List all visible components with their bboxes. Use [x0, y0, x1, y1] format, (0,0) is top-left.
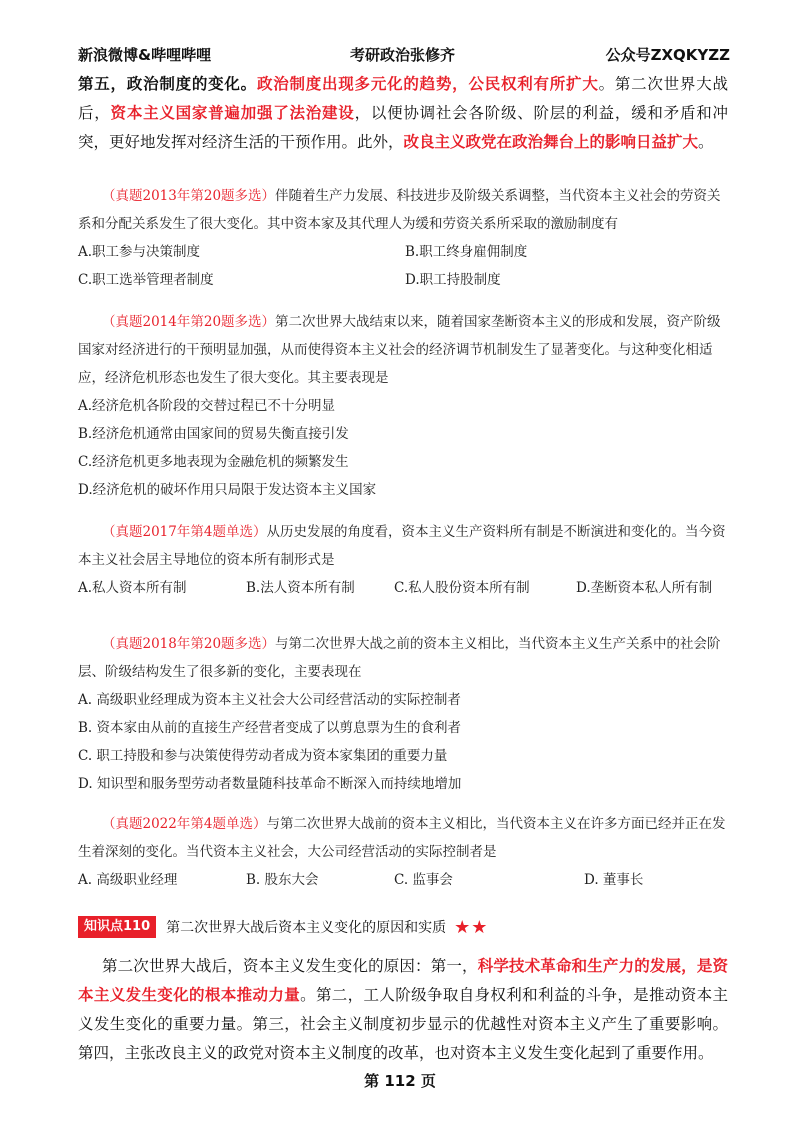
- header-wechat-account: 公众号ZXQKYZZ: [605, 46, 730, 64]
- question-options: [78, 266, 732, 294]
- option-d: D. 知识型和服务型劳动者数量随科技革命不断深入而持续地增加: [78, 776, 462, 792]
- intro-highlight-3: 改良主义政党在政治舞台上的影响日益扩大: [403, 133, 699, 151]
- option-c: C.私人股份资本所有制: [394, 580, 530, 596]
- causes-text-1: 第二次世界大战后，资本主义发生变化的原因：第一，: [102, 957, 478, 975]
- question-2022-4: [78, 810, 732, 894]
- intro-heading: 第五，政治制度的变化。: [78, 75, 257, 93]
- knowledge-point-heading: [78, 915, 488, 939]
- option-a: A. 高级职业经理成为资本主义社会大公司经营活动的实际控制者: [78, 692, 461, 708]
- option-d: D.职工持股制度: [405, 272, 501, 288]
- intro-paragraph: [78, 70, 728, 157]
- question-options: [78, 866, 732, 894]
- option-c: C.职工选举管理者制度: [78, 272, 214, 288]
- question-2014-20: [78, 308, 732, 504]
- question-2018-20: [78, 630, 732, 798]
- question-tag: （真题2018年第20题多选）: [102, 636, 276, 652]
- question-2017-4: [78, 518, 732, 602]
- question-stem: （真题2013年第20题多选）伴随着生产力发展、科技进步及阶级关系调整，当代资本主义社会的劳资关系和分配关系发生了很大变化。其中资本家及其代理人为缓和劳资关系所采取的激励制度有: [78, 188, 721, 232]
- question-tag: （真题2013年第20题多选）: [102, 188, 276, 204]
- knowledge-point-title: 第二次世界大战后资本主义变化的原因和实质: [166, 920, 447, 936]
- header-title: 考研政治张修齐: [350, 46, 456, 64]
- option-c: C. 职工持股和参与决策使得劳动者成为资本家集团的重要力量: [78, 748, 448, 764]
- option-c: C. 监事会: [394, 872, 453, 888]
- causes-highlight: 科学技术革命和生产力的发展，是资本主义发生变化的根本推动力量: [78, 957, 728, 1004]
- knowledge-point-badge: 知识点110: [78, 916, 156, 938]
- question-2013-20: [78, 182, 732, 294]
- intro-text-1: 。第二次世界大战后，: [78, 75, 728, 122]
- question-tag: （真题2017年第4题单选）: [102, 524, 267, 540]
- causes-text-2: 。第二，工人阶级争取自身权利和利益的斗争，是推动资本主义发生变化的重要力量。第三，社会主义制度初步显示的优越性对资本主义产生了重要影响。第四，主张改良主义的政党对资本主义制度的改革，也对资本主义发生变化起到了重要作用。: [78, 986, 728, 1062]
- question-options: [78, 238, 732, 266]
- question-stem: （真题2014年第20题多选）第二次世界大战结束以来，随着国家垄断资本主义的形成和发展，资产阶级国家对经济进行的干预明显加强，从而使得资本主义社会的经济调节机制发生了显著变化。与这种变化相适应，经济危机形态也发生了很大变化。其主要表现是: [78, 314, 721, 386]
- question-options: [78, 574, 732, 602]
- page-header: [78, 44, 730, 68]
- option-b: B.法人资本所有制: [246, 580, 355, 596]
- header-weibo-bilibili: 新浪微博&哔哩哔哩: [78, 46, 212, 64]
- intro-text-3: 。: [698, 133, 714, 151]
- causes-paragraph: [78, 952, 728, 1068]
- option-a: A.私人资本所有制: [78, 580, 187, 596]
- option-a: A.职工参与决策制度: [78, 244, 201, 260]
- option-d: D. 董事长: [584, 872, 644, 888]
- page-number: 第 112 页: [364, 1072, 436, 1090]
- option-a: A.经济危机各阶段的交替过程已不十分明显: [78, 398, 336, 414]
- intro-highlight-1: 政治制度出现多元化的趋势，公民权利有所扩大: [256, 75, 599, 93]
- option-b: B.职工终身雇佣制度: [405, 244, 528, 260]
- option-b: B. 资本家由从前的直接生产经营者变成了以剪息票为生的食利者: [78, 720, 462, 736]
- question-stem: （真题2018年第20题多选）与第二次世界大战之前的资本主义相比，当代资本主义生产关系中的社会阶层、阶级结构发生了很多新的变化，主要表现在: [78, 636, 721, 680]
- question-stem: （真题2017年第4题单选）从历史发展的角度看，资本主义生产资料所有制是不断演进和变化的。当今资本主义社会居主导地位的资本所有制形式是: [78, 524, 726, 568]
- question-tag: （真题2022年第4题单选）: [102, 816, 267, 832]
- question-tag: （真题2014年第20题多选）: [102, 314, 276, 330]
- option-b: B.经济危机通常由国家间的贸易失衡直接引发: [78, 426, 349, 442]
- option-b: B. 股东大会: [246, 872, 319, 888]
- question-stem: （真题2022年第4题单选）与第二次世界大战前的资本主义相比，当代资本主义在许多方面已经并正在发生着深刻的变化。当代资本主义社会，大公司经营活动的实际控制者是: [78, 816, 726, 860]
- intro-text-2: ，以便协调社会各阶级、阶层的利益，缓和矛盾和冲突，更好地发挥对经济生活的干预作用。此外，: [78, 104, 728, 151]
- option-d: D.垄断资本私人所有制: [576, 580, 713, 596]
- option-c: C.经济危机更多地表现为金融危机的频繁发生: [78, 454, 349, 470]
- importance-star-icon: ★★: [454, 916, 489, 938]
- option-a: A. 高级职业经理: [78, 872, 178, 888]
- intro-highlight-2: 资本主义国家普遍加强了法治建设: [110, 104, 355, 122]
- option-d: D.经济危机的破坏作用只局限于发达资本主义国家: [78, 482, 377, 498]
